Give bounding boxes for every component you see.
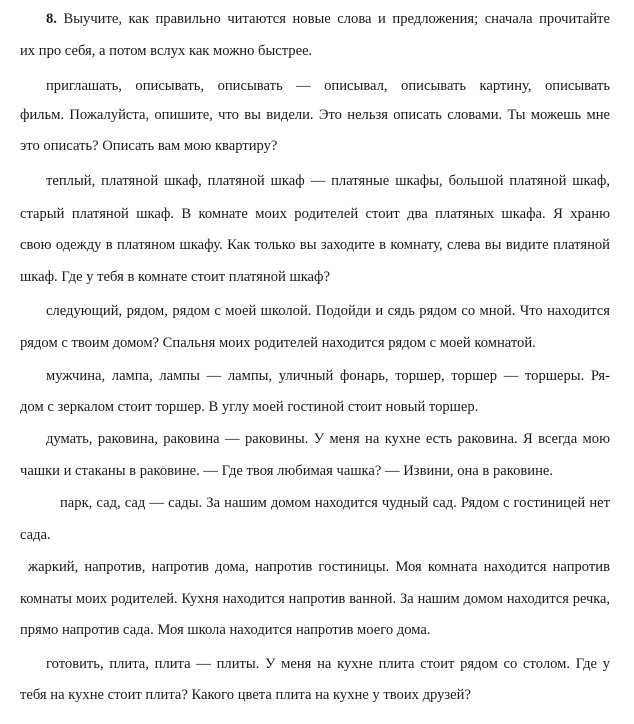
paragraph-3-line-2: рядом с твоим домом? Спальня моих родителей находится рядом с моей комнатой. xyxy=(20,335,536,351)
exercise-instruction-line-1 xyxy=(46,10,610,28)
paragraph-5-line-2: чашки и стаканы в раковине. — Где твоя любимая чашка? — Извини, она в раковине. xyxy=(20,463,554,479)
instruction-text: Выучите, как правильно читаются новые слова и предложения; сначала прочитайте xyxy=(63,11,610,27)
paragraph-1-line-3: это описать? Описать вам мою квартиру? xyxy=(20,138,278,154)
exercise-instruction-line-2: их про себя, а потом вслух как можно быстрее. xyxy=(20,43,313,59)
paragraph-8-line-1: готовить, плита, плита — плиты. У меня на кухне плита стоит рядом со столом. Где у xyxy=(46,656,610,672)
paragraph-2-line-1: теплый, платяной шкаф, платяной шкаф — платяные шкафы, большой платяной шкаф, xyxy=(46,173,610,189)
paragraph-6-line-1: парк, сад, сад — сады. За нашим домом находится чудный сад. Рядом с гостиницей нет xyxy=(60,495,610,511)
paragraph-2-line-2: старый платяной шкаф. В комнате моих родителей стоит два платяных шкафа. Я храню xyxy=(20,206,610,222)
paragraph-1-line-1: приглашать, описывать, описывать — описывал, описывать картину, описывать xyxy=(46,78,610,94)
paragraph-6-line-2: сада. xyxy=(20,527,51,543)
paragraph-7-line-1: жаркий, напротив, напротив дома, напротив гостиницы. Моя комната находится напротив xyxy=(28,559,610,575)
paragraph-1-line-2: фильм. Пожалуйста, опишите, что вы видели. Это нельзя описать словами. Ты можешь мне xyxy=(20,107,610,123)
paragraph-2-line-4: шкаф. Где у тебя в комнате стоит платяной шкаф? xyxy=(20,269,330,285)
paragraph-5-line-1: думать, раковина, раковина — раковины. У меня на кухне есть раковина. Я всегда мою xyxy=(46,431,610,447)
exercise-number: 8. xyxy=(46,11,57,27)
paragraph-4-line-2: дом с зеркалом стоит торшер. В углу моей гостиной стоит новый торшер. xyxy=(20,399,479,415)
paragraph-2-line-3: свою одежду в платяном шкафу. Как только вы заходите в комнату, слева вы видите платяной xyxy=(20,237,610,253)
paragraph-7-line-2: комнаты моих родителей. Кухня находится напротив ванной. За нашим домом находится речка, xyxy=(20,591,610,607)
paragraph-7-line-3: прямо напротив сада. Моя школа находится напротив моего дома. xyxy=(20,622,431,638)
paragraph-8-line-2: тебя на кухне стоит плита? Какого цвета плита на кухне у твоих друзей? xyxy=(20,687,471,703)
paragraph-3-line-1: следующий, рядом, рядом с моей школой. Подойди и сядь рядом со мной. Что находится xyxy=(46,303,610,319)
paragraph-4-line-1: мужчина, лампа, лампы — лампы, уличный фонарь, торшер, торшер — торшеры. Ря- xyxy=(46,368,610,384)
